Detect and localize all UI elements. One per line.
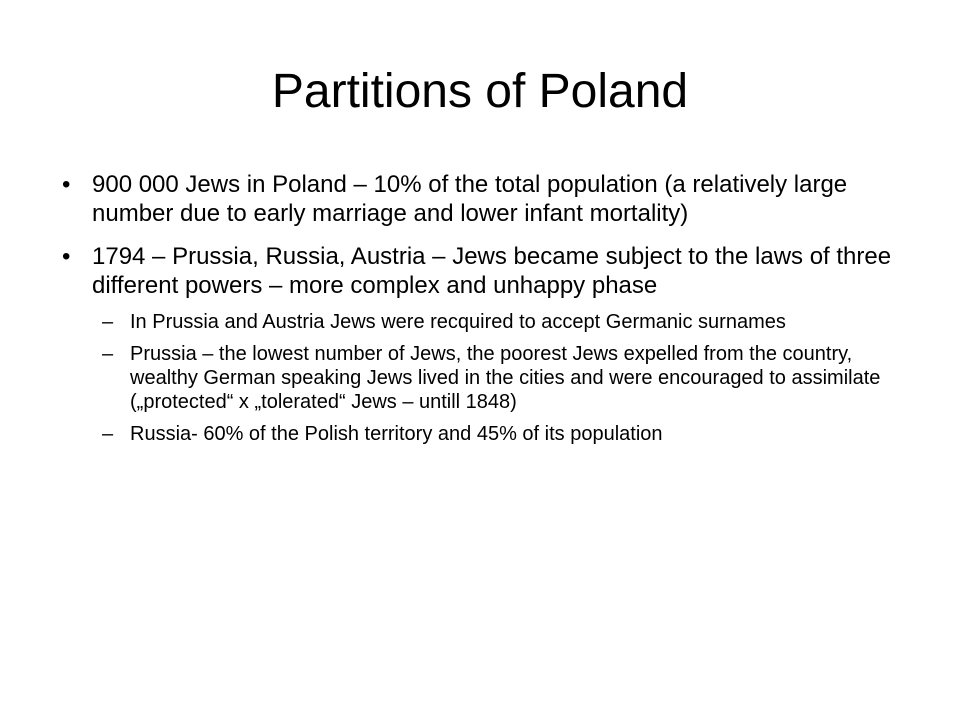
sub-bullet-text: Russia- 60% of the Polish territory and 45% of its population xyxy=(130,423,663,445)
bullet-text: 1794 – Prussia, Russia, Austria – Jews became subject to the laws of three different powers – more complex and unhappy phase xyxy=(92,243,892,299)
bullet-marker: • xyxy=(62,171,71,198)
sub-bullet-item xyxy=(66,422,906,446)
sub-bullet-marker: – xyxy=(102,311,114,333)
sub-bullet-item xyxy=(66,342,906,414)
sub-bullet-text: In Prussia and Austria Jews were recquired to accept Germanic surnames xyxy=(130,311,786,333)
sub-bullet-marker: – xyxy=(102,423,114,445)
sub-bullet-list xyxy=(66,310,906,446)
bullet-item xyxy=(62,242,906,300)
slide-body xyxy=(62,170,906,454)
bullet-item xyxy=(62,170,906,228)
bullet-text: 900 000 Jews in Poland – 10% of the total population (a relatively large number due to early marriage and lower infant mortality) xyxy=(92,171,848,227)
sub-bullet-item xyxy=(66,310,906,334)
sub-bullet-text: Prussia – the lowest number of Jews, the poorest Jews expelled from the country, wealthy German speaking Jews lived in the cities and were encouraged to assimilate („protected“ x „tolerated“ Jews – untill 1848) xyxy=(130,343,881,413)
sub-bullet-marker: – xyxy=(102,343,114,365)
bullet-marker: • xyxy=(62,243,71,270)
slide-title: Partitions of Poland xyxy=(271,65,689,118)
